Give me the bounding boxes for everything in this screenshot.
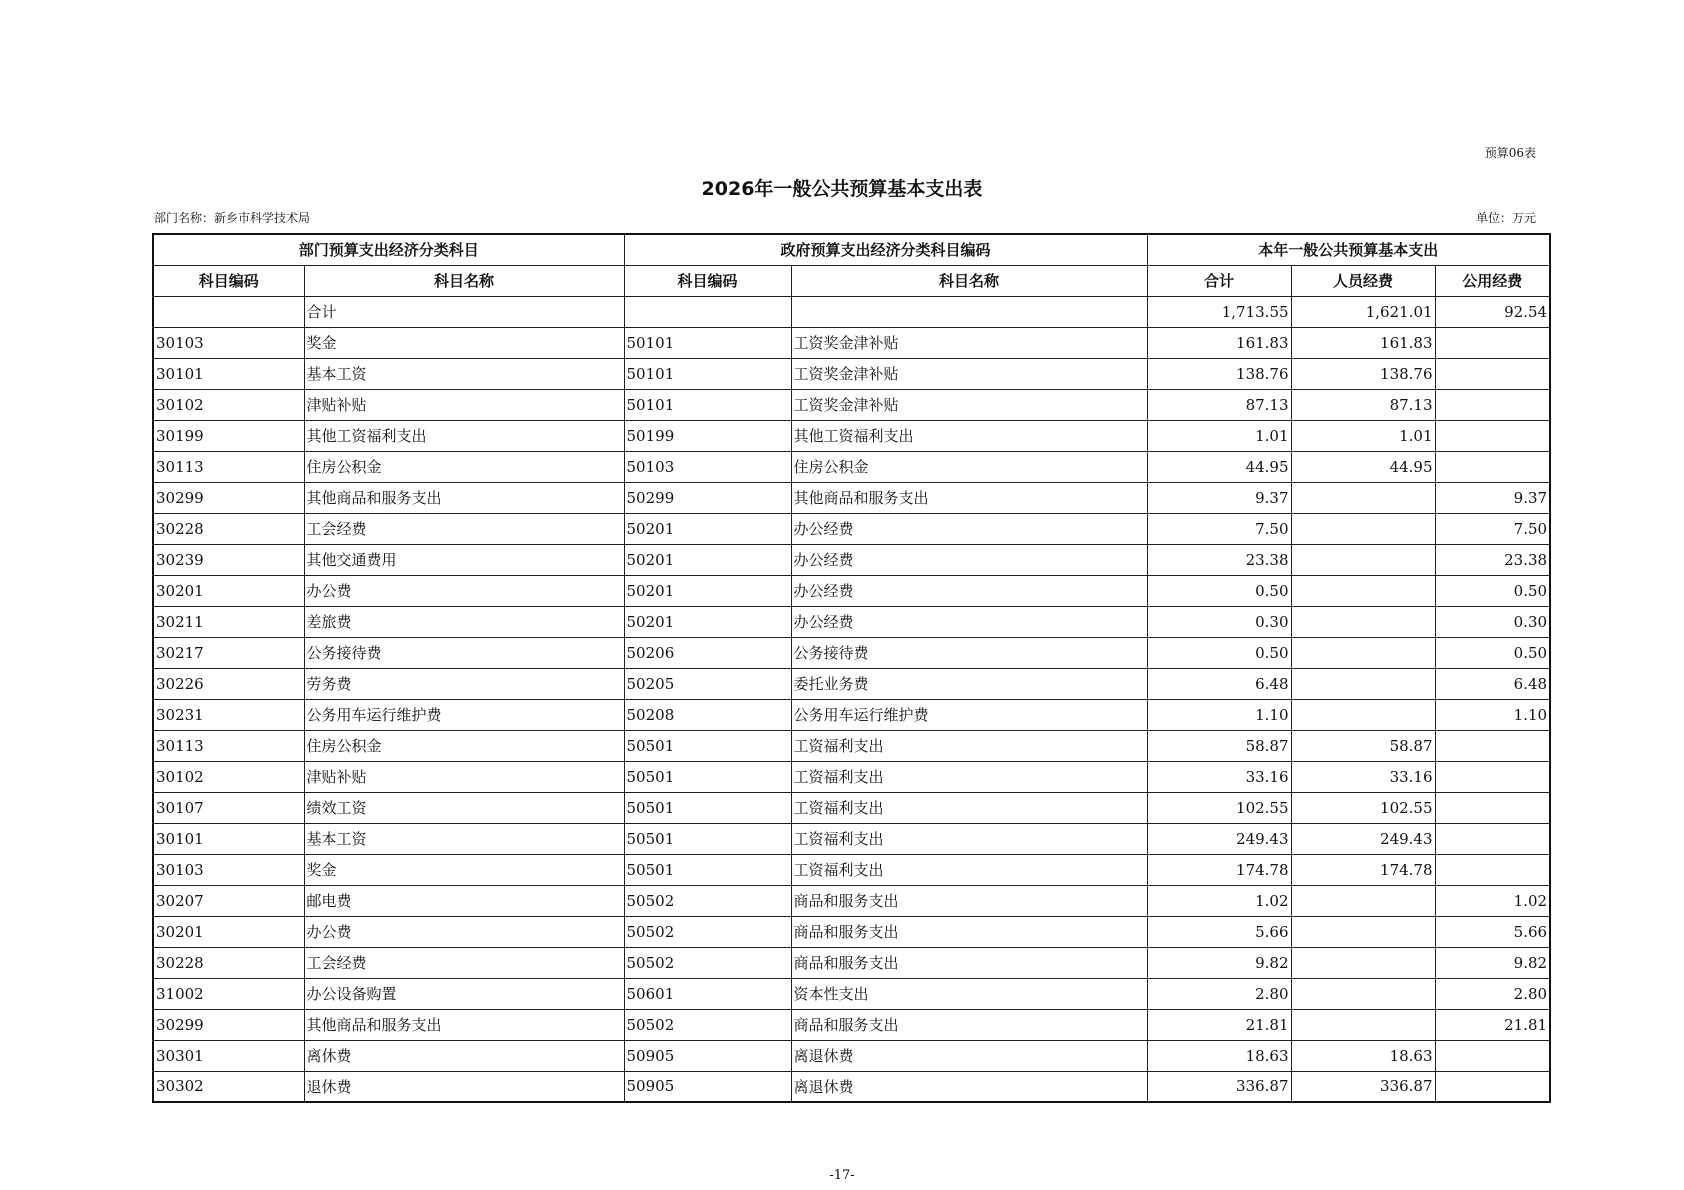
cell-personnel	[1291, 606, 1435, 637]
cell-code: 30211	[153, 606, 304, 637]
cell-total: 23.38	[1147, 544, 1291, 575]
cell-personnel	[1291, 916, 1435, 947]
cell-total: 6.48	[1147, 668, 1291, 699]
cell-gov-code: 50201	[624, 544, 791, 575]
cell-name: 合计	[304, 296, 624, 327]
cell-personnel: 102.55	[1291, 792, 1435, 823]
cell-gov-name: 其他工资福利支出	[791, 420, 1147, 451]
cell-gov-code: 50201	[624, 513, 791, 544]
cell-gov-name: 工资福利支出	[791, 792, 1147, 823]
cell-public: 23.38	[1435, 544, 1550, 575]
cell-personnel	[1291, 513, 1435, 544]
cell-code: 30199	[153, 420, 304, 451]
cell-gov-name: 工资福利支出	[791, 761, 1147, 792]
cell-personnel: 1,621.01	[1291, 296, 1435, 327]
page-title: 2026年一般公共预算基本支出表	[701, 178, 983, 200]
cell-total: 0.50	[1147, 637, 1291, 668]
cell-gov-code: 50502	[624, 885, 791, 916]
cell-name: 办公费	[304, 916, 624, 947]
cell-gov-code: 50101	[624, 327, 791, 358]
cell-gov-code: 50206	[624, 637, 791, 668]
cell-public: 1.02	[1435, 885, 1550, 916]
cell-name: 邮电费	[304, 885, 624, 916]
cell-public: 7.50	[1435, 513, 1550, 544]
cell-personnel: 58.87	[1291, 730, 1435, 761]
cell-public: 92.54	[1435, 296, 1550, 327]
cell-personnel	[1291, 885, 1435, 916]
cell-name: 其他工资福利支出	[304, 420, 624, 451]
cell-public: 21.81	[1435, 1009, 1550, 1040]
cell-gov-code: 50201	[624, 606, 791, 637]
table-row	[153, 327, 1550, 358]
cell-gov-name: 工资福利支出	[791, 854, 1147, 885]
cell-gov-name: 工资福利支出	[791, 730, 1147, 761]
table-row	[153, 916, 1550, 947]
table-row	[153, 606, 1550, 637]
header-gov-name: 科目名称	[791, 265, 1147, 296]
cell-personnel	[1291, 544, 1435, 575]
cell-personnel	[1291, 668, 1435, 699]
cell-name: 住房公积金	[304, 730, 624, 761]
cell-code: 30299	[153, 482, 304, 513]
cell-gov-name: 商品和服务支出	[791, 916, 1147, 947]
cell-name: 奖金	[304, 327, 624, 358]
cell-name: 工会经费	[304, 513, 624, 544]
cell-gov-name: 商品和服务支出	[791, 885, 1147, 916]
cell-personnel: 138.76	[1291, 358, 1435, 389]
cell-name: 绩效工资	[304, 792, 624, 823]
cell-public	[1435, 420, 1550, 451]
table-row	[153, 761, 1550, 792]
cell-gov-name: 住房公积金	[791, 451, 1147, 482]
cell-public: 9.37	[1435, 482, 1550, 513]
cell-total: 249.43	[1147, 823, 1291, 854]
cell-personnel: 174.78	[1291, 854, 1435, 885]
cell-gov-name: 公务用车运行维护费	[791, 699, 1147, 730]
cell-gov-code: 50205	[624, 668, 791, 699]
cell-personnel	[1291, 637, 1435, 668]
cell-personnel: 249.43	[1291, 823, 1435, 854]
cell-personnel: 336.87	[1291, 1071, 1435, 1102]
table-row	[153, 1071, 1550, 1102]
cell-name: 奖金	[304, 854, 624, 885]
cell-public	[1435, 761, 1550, 792]
cell-personnel: 87.13	[1291, 389, 1435, 420]
cell-total: 58.87	[1147, 730, 1291, 761]
cell-name: 津贴补贴	[304, 389, 624, 420]
cell-code: 30217	[153, 637, 304, 668]
cell-gov-code: 50501	[624, 854, 791, 885]
cell-gov-name: 工资奖金津补贴	[791, 327, 1147, 358]
table-row	[153, 730, 1550, 761]
cell-gov-code: 50101	[624, 389, 791, 420]
header-group-row	[153, 234, 1550, 265]
cell-public: 2.80	[1435, 978, 1550, 1009]
cell-total: 1,713.55	[1147, 296, 1291, 327]
cell-total: 0.30	[1147, 606, 1291, 637]
cell-gov-code: 50103	[624, 451, 791, 482]
cell-gov-code: 50905	[624, 1040, 791, 1071]
table-row	[153, 792, 1550, 823]
table-row	[153, 358, 1550, 389]
cell-public	[1435, 1071, 1550, 1102]
table-row	[153, 885, 1550, 916]
table-row	[153, 947, 1550, 978]
cell-gov-name	[791, 296, 1147, 327]
cell-gov-name: 离退休费	[791, 1071, 1147, 1102]
table-row	[153, 451, 1550, 482]
cell-name: 基本工资	[304, 358, 624, 389]
cell-public	[1435, 327, 1550, 358]
table-row	[153, 1009, 1550, 1040]
cell-name: 基本工资	[304, 823, 624, 854]
cell-public	[1435, 730, 1550, 761]
table-row	[153, 482, 1550, 513]
cell-public: 0.30	[1435, 606, 1550, 637]
cell-gov-name: 工资奖金津补贴	[791, 358, 1147, 389]
cell-gov-code: 50501	[624, 823, 791, 854]
cell-public	[1435, 358, 1550, 389]
cell-total: 138.76	[1147, 358, 1291, 389]
cell-code: 30207	[153, 885, 304, 916]
table-total-row	[153, 296, 1550, 327]
cell-code: 30113	[153, 730, 304, 761]
table-row	[153, 637, 1550, 668]
cell-gov-name: 办公经费	[791, 606, 1147, 637]
table-row	[153, 823, 1550, 854]
cell-total: 18.63	[1147, 1040, 1291, 1071]
cell-gov-name: 委托业务费	[791, 668, 1147, 699]
cell-gov-code: 50201	[624, 575, 791, 606]
cell-public	[1435, 823, 1550, 854]
cell-total: 1.02	[1147, 885, 1291, 916]
cell-total: 336.87	[1147, 1071, 1291, 1102]
cell-code: 30102	[153, 389, 304, 420]
cell-gov-code: 50299	[624, 482, 791, 513]
table-row	[153, 854, 1550, 885]
cell-total: 0.50	[1147, 575, 1291, 606]
cell-code: 30102	[153, 761, 304, 792]
cell-name: 其他商品和服务支出	[304, 482, 624, 513]
cell-name: 劳务费	[304, 668, 624, 699]
header-gov-code: 科目编码	[624, 265, 791, 296]
cell-gov-code: 50199	[624, 420, 791, 451]
cell-code: 30101	[153, 358, 304, 389]
cell-code	[153, 296, 304, 327]
cell-gov-code: 50502	[624, 947, 791, 978]
cell-personnel: 33.16	[1291, 761, 1435, 792]
cell-code: 30103	[153, 327, 304, 358]
cell-total: 5.66	[1147, 916, 1291, 947]
cell-gov-code: 50905	[624, 1071, 791, 1102]
header-group-dept: 部门预算支出经济分类科目	[153, 234, 624, 265]
cell-gov-code: 50502	[624, 916, 791, 947]
cell-name: 办公费	[304, 575, 624, 606]
header-code: 科目编码	[153, 265, 304, 296]
cell-gov-name: 工资福利支出	[791, 823, 1147, 854]
cell-personnel: 44.95	[1291, 451, 1435, 482]
cell-personnel	[1291, 482, 1435, 513]
cell-code: 30201	[153, 916, 304, 947]
cell-gov-code: 50208	[624, 699, 791, 730]
cell-total: 7.50	[1147, 513, 1291, 544]
cell-name: 离休费	[304, 1040, 624, 1071]
header-name: 科目名称	[304, 265, 624, 296]
cell-public: 9.82	[1435, 947, 1550, 978]
cell-name: 其他商品和服务支出	[304, 1009, 624, 1040]
cell-public: 6.48	[1435, 668, 1550, 699]
cell-name: 办公设备购置	[304, 978, 624, 1009]
cell-code: 30302	[153, 1071, 304, 1102]
table-row	[153, 389, 1550, 420]
cell-personnel	[1291, 978, 1435, 1009]
cell-name: 公务接待费	[304, 637, 624, 668]
cell-public: 5.66	[1435, 916, 1550, 947]
cell-gov-name: 商品和服务支出	[791, 1009, 1147, 1040]
cell-public	[1435, 451, 1550, 482]
cell-name: 差旅费	[304, 606, 624, 637]
cell-gov-name: 办公经费	[791, 513, 1147, 544]
cell-code: 30201	[153, 575, 304, 606]
cell-total: 44.95	[1147, 451, 1291, 482]
cell-gov-name: 商品和服务支出	[791, 947, 1147, 978]
cell-gov-name: 公务接待费	[791, 637, 1147, 668]
cell-total: 161.83	[1147, 327, 1291, 358]
cell-name: 住房公积金	[304, 451, 624, 482]
cell-gov-code: 50502	[624, 1009, 791, 1040]
table-row	[153, 575, 1550, 606]
cell-name: 工会经费	[304, 947, 624, 978]
cell-gov-name: 资本性支出	[791, 978, 1147, 1009]
table-row	[153, 420, 1550, 451]
cell-name: 退休费	[304, 1071, 624, 1102]
cell-total: 9.37	[1147, 482, 1291, 513]
cell-code: 30226	[153, 668, 304, 699]
cell-public: 0.50	[1435, 637, 1550, 668]
header-public: 公用经费	[1435, 265, 1550, 296]
cell-personnel	[1291, 699, 1435, 730]
unit-label: 单位：万元	[1475, 211, 1536, 225]
table-row	[153, 699, 1550, 730]
cell-personnel: 161.83	[1291, 327, 1435, 358]
header-group-gov: 政府预算支出经济分类科目编码	[624, 234, 1147, 265]
cell-public	[1435, 389, 1550, 420]
cell-personnel	[1291, 1009, 1435, 1040]
table-row	[153, 668, 1550, 699]
cell-public	[1435, 1040, 1550, 1071]
cell-gov-code: 50601	[624, 978, 791, 1009]
table-row	[153, 978, 1550, 1009]
table-row	[153, 544, 1550, 575]
cell-gov-code: 50501	[624, 761, 791, 792]
header-group-year: 本年一般公共预算基本支出	[1147, 234, 1550, 265]
cell-gov-code: 50501	[624, 730, 791, 761]
table-row	[153, 513, 1550, 544]
cell-code: 30113	[153, 451, 304, 482]
cell-public: 0.50	[1435, 575, 1550, 606]
cell-gov-name: 办公经费	[791, 575, 1147, 606]
cell-code: 30301	[153, 1040, 304, 1071]
department-label: 部门名称：新乡市科学技术局	[154, 211, 311, 225]
cell-total: 1.10	[1147, 699, 1291, 730]
cell-public	[1435, 792, 1550, 823]
cell-name: 津贴补贴	[304, 761, 624, 792]
cell-code: 30299	[153, 1009, 304, 1040]
cell-gov-code	[624, 296, 791, 327]
header-column-row	[153, 265, 1550, 296]
cell-personnel: 1.01	[1291, 420, 1435, 451]
cell-public: 1.10	[1435, 699, 1550, 730]
cell-code: 31002	[153, 978, 304, 1009]
budget-table	[152, 233, 1551, 1103]
cell-gov-name: 工资奖金津补贴	[791, 389, 1147, 420]
form-number: 预算06表	[1484, 146, 1536, 160]
cell-total: 2.80	[1147, 978, 1291, 1009]
cell-gov-name: 离退休费	[791, 1040, 1147, 1071]
cell-gov-code: 50501	[624, 792, 791, 823]
cell-name: 其他交通费用	[304, 544, 624, 575]
cell-total: 174.78	[1147, 854, 1291, 885]
page-number: -17-	[829, 1168, 855, 1183]
cell-total: 102.55	[1147, 792, 1291, 823]
cell-gov-code: 50101	[624, 358, 791, 389]
header-total: 合计	[1147, 265, 1291, 296]
cell-code: 30103	[153, 854, 304, 885]
cell-code: 30107	[153, 792, 304, 823]
cell-personnel	[1291, 575, 1435, 606]
cell-personnel: 18.63	[1291, 1040, 1435, 1071]
cell-code: 30101	[153, 823, 304, 854]
cell-code: 30228	[153, 513, 304, 544]
cell-public	[1435, 854, 1550, 885]
table-row	[153, 1040, 1550, 1071]
cell-personnel	[1291, 947, 1435, 978]
cell-total: 9.82	[1147, 947, 1291, 978]
cell-code: 30228	[153, 947, 304, 978]
cell-code: 30231	[153, 699, 304, 730]
cell-gov-name: 办公经费	[791, 544, 1147, 575]
cell-total: 87.13	[1147, 389, 1291, 420]
cell-total: 33.16	[1147, 761, 1291, 792]
cell-code: 30239	[153, 544, 304, 575]
cell-total: 1.01	[1147, 420, 1291, 451]
cell-gov-name: 其他商品和服务支出	[791, 482, 1147, 513]
cell-total: 21.81	[1147, 1009, 1291, 1040]
cell-name: 公务用车运行维护费	[304, 699, 624, 730]
header-personnel: 人员经费	[1291, 265, 1435, 296]
